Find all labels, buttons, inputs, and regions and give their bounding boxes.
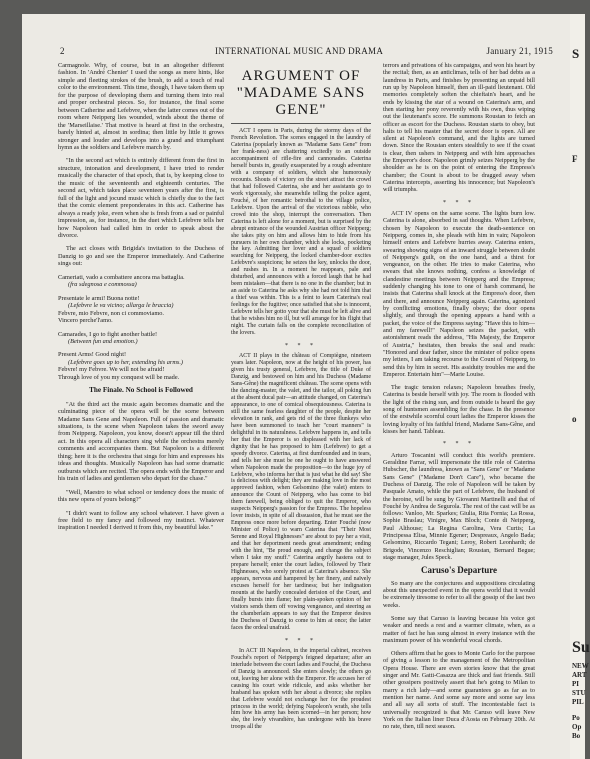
paragraph: Others affirm that he goes to Monte Carlo for the purpose of giving a lesson to the management of the Metropolitan Opera House. There are even stories know that the great singer and Mr. Gatti-Casazza are thick and fast friends. Still other gossipers positively assert that he's going to Milan to marry a rich lady—and some guarantees go as far as to mention her name. And some say more and some say less and all say all sorts of stuff. The incontestable fact is universally recognized is that Mr. Caruso will leave New York on the Italian liner Duca d'Aosta on February 20th. At no rate, then, till next season.: [383, 650, 535, 731]
paragraph: So many are the conjectures and suppositions circulating about this unexpected event in the opera world that it would be extremely tiresome to refer to all the gossip of the last two weeks.: [383, 579, 535, 609]
edge-letter: S: [572, 46, 580, 61]
section-heading: The Finale. No School is Followed: [89, 386, 193, 395]
divider: [231, 123, 371, 124]
paragraph: ACT IV opens on the same scene. The lights burn low. Caterina is alone, absorbed in sad thoughts. When Lefebvre, chosen by Napoleon to execute the death-sentence on Neipperg, comes in, she pleads with him in vain; Napoleon himself enters and Lefebvre hurries away. Caterina enters, swearing showing signs of an inward struggle between doubt of Neipperg's guilt, on the one hand, and a thirst for vengeance, on the other. He tries to make Caterina, who swears that she knows nothing, confess a knowledge of clandestine meetings between Neipperg and the Empress; suddenly changing his tone to one of harsh command, he insists that Caterina shall knock at the Empress's door, then and there, and announce Neipperg again. Caterina, agonized by conflicting emotions, finally obeys; the door opens slightly, and through the opening appears a hand with a packet, the voice of the Empress saying: "Have this to him—and my farewell!" Napoleon seizes the packet, with astonishment reads the address, "His Majesty, the Emperor of Austria," hesitates, then breaks the seal and reads: "Honored and dear father, since the minister of police opens my letters, I am taking recourse to the Count of Neipperg, to send this by him in secret. His assiduity troubles me and the Emperor. Entertain him"—Marie Louise.: [383, 209, 535, 378]
paragraph: The tragic tension relaxes; Napoleon breathes freely, Caterina is beside herself with joy. The room is flooded with the light of the rising sun, and from outside is heard the gay song of huntsmen assembling for the chase. In the presence of the erstwhile scornful court ladies the Emperor kisses the loving loyalty of his faithful friend, Madame Sans-Gêne, and kisses her hand. Tableau.: [383, 384, 535, 435]
column-middle: [231, 62, 371, 737]
verse-line: Febvre, mio Febvre, non ci commoviamo.: [58, 309, 164, 317]
edge-letter: Op: [572, 723, 582, 731]
paragraph: "Well, Maestro to what school or tendency does the music of this new opera of yours belong?": [58, 488, 224, 504]
edge-letter: o: [572, 414, 577, 424]
verse-line: Vincero perche'l'amo.: [58, 317, 113, 325]
section-break: * * *: [443, 441, 475, 448]
paragraph: The act closes with Brigida's invitation to the Duchess of Danzig to go and see the Emperor immediately. And Catherine sings out:: [58, 245, 224, 268]
page-number: 2: [60, 46, 65, 56]
paragraph: Some say that Caruso is leaving because his voice got weaker and needs a rest and a warmer climate, when, as a matter of fact he has sung almost in every instance with the maximum power of his wonderful vocal chords.: [383, 614, 535, 644]
next-page-edge: [570, 14, 590, 759]
stage-direction: (Between fun and emotion.): [68, 337, 138, 345]
section-break: * * *: [285, 637, 317, 644]
verse-line: Presentate le armi! Buona notte!: [58, 294, 140, 302]
section-heading: Caruso's Departure: [420, 565, 498, 576]
edge-letter: Po: [572, 714, 580, 722]
paragraph: ACT I opens in Paris, during the stormy days of the French Revolution. The scenes engaged in the laundry of Caterina (popularly known as "Madame Sans Gene" from her frank-ness) are chattering excitedly to an outside accompaniment of rifle-fire and cannonades. Caterina herself bursts in, greatly exasperated by a rough adventure with a company of soldiers, which she humorously recounts. Shouts of victory on the street attract the crowd that had followed Caterina, she and her assistants go to work vigorously, she meanwhile telling the police agent, Fouché, of her romantic betrothal to the village police, Lefebvre. Upon the arrival of the victorious rabble, who crowd into the shop, interrupt the conversation. Then Caterina is left alone for a moment, but is surprised by the abrupt entrance of the wounded Austrian officer Neipperg; she takes pity on him and allows him to hide from his pursuers in her own chamber, which she locks, pocketing the key. Admitting her lover and a squad of soldiers searching for Neipperg, the locked chamber-door excites Lefebvre's suspicions; he seizes the key, unlocks the door, and rushes in. In a moment he reappears, pale and disturbed, and announces with a forced laugh that he had been mistaken—that there is no one in the chamber; but in an aside to Caterina he asks why she had not told him that a thief was within. This is a feint to learn Caterina's real feelings for the fugitive; once satisfied that she is innocent, Lefebvre tells her gotto your that she must be left alive and that he wishes him no ill, but will arrange for his flight that night. The curtain falls on the complete reconciliation of the lovers.: [231, 128, 371, 337]
article-title-line: ARGUMENT OF: [241, 68, 361, 84]
article-title: [231, 68, 371, 119]
verse-line: Camarades, I go to fight another battle!: [58, 330, 158, 338]
edge-letter: Bo: [572, 732, 581, 740]
paragraph: Arturo Toscanini will conduct this world's premiere. Geraldine Farrar, will impersonate the title role of Caterina Hubscher, the laundress, known as "Sans Gene" or "Madame Sans Gene" ("Madame Don't Care"), who became the Duchess of Danzig. The role of Napoleon will be taken by Pasquale Amato, while the part of Lefebvre, the husband of the heroine, will be sung by Giovanni Martinelli and that of Fouché by Andrea de Segurola. The rest of the cast will be as follows: Vanloo, Mr. Sparkes; Giulia, Rita Fornia; La Rossa, Sophie Braslau; Vinigre, Max Bloch; Conte di Neipperg, Paul Althouse; La Regina Carolina, Vera Curtis; La Principessa Elisa, Minnie Egener; Despreaux, Angelo Bada; Gelsomino, Riccardo Tegani; Leroy, Robert Leonhardt; de Brigode, Vincenzo Reschiglian; Roustan, Bernard Begue; stage manager, Jules Speck.: [383, 451, 535, 561]
paragraph: Carmagnole. Why, of course, but in an altogether different fashion. In 'André Chenier' I used the songs as mere hints, like simple and fleeting strokes of the brush, to add a touch of real color to the environment. This time, though, I have taken them up for the purpose of developing them and turning them into real and proper orchestral pieces. So, for instance, the final scene between Catherine and Lefebvre, when the latter comes out of the room where Neipperg lies wounded, winds about the theme of the 'Marseillaise.' That motive is heard at first in the orchestra, barely hinted at, almost in sordina; then little by little it grows stronger and louder and develops into a grand and triumphant hymn as the soldiers and Lefebvre march by.: [58, 62, 224, 151]
edge-letter: PI: [572, 680, 579, 688]
section-break: * * *: [443, 199, 475, 206]
stage-direction: (Lefebvre le va vicino; allarga le braccia): [68, 302, 174, 310]
verse-line: Present Arms! Good night!: [58, 351, 127, 359]
verse-line: Through love of you my conquest will be made.: [58, 373, 180, 381]
verse-italian-1: [58, 274, 224, 289]
article-title-line: "MADAME SANS GENE": [236, 85, 366, 118]
edge-letter: Su: [572, 639, 590, 656]
stage-direction: (fra sdegnosa e commossa): [68, 281, 137, 289]
section-break: * * *: [285, 343, 317, 350]
edge-letter: PIL: [572, 698, 584, 706]
paragraph: "In the second act which is entirely different from the first in structure, intonation and development, I have tried to render musically the character of that epoch, that is, by keeping close to the music of the seventeenth and eighteenth centuries. The second act, which takes place seventeen years after the first, is full of the light and jocund music which is chiefly due to the fact that the comic element preponderates in this act. Catherine has always a ready joke, even when she is fresh from a sad or painful impression, as, for instance, in the duet which Lefebvre tells her how Napoleon had called him in order to speak about the divorce.: [58, 157, 224, 239]
paragraph: "I didn't want to follow any school whatever. I have given a free field to my fancy and followed my instinct. Whatever inspiration I needed I derived it from this, my beautiful lake.": [58, 509, 224, 532]
issue-date: January 21, 1915: [486, 46, 553, 56]
verse-english-1: [58, 331, 224, 346]
edge-letter: F: [572, 154, 578, 164]
column-left: [58, 62, 224, 538]
paragraph: "At the third act the music again becomes dramatic and the culminating piece of the opera will be the scene between Madame Sans Gene and Napoleon. Full of passion and dramatic situations, is the scene when Napoleon takes the sword away from Neipperg. Napoleon, you know, doesn't appear till the third act. In this opera all characters sing while the orchestra merely comments and accompanies them. But Napoleon is a different thing; here it is the orchestra that sings for him and expresses his ideas and thoughts. Musically Napoleon has had some dramatic outbursts which are recited. The opera ends with the Emperor and his train of ladies and gentlemen who depart for the chase.": [58, 400, 224, 483]
publication-title: INTERNATIONAL MUSIC AND DRAMA: [215, 46, 384, 56]
column-right: [383, 62, 535, 737]
verse-italian-2: [58, 295, 224, 325]
verse-line: Febvre! my Febvre. We will not be afraid!: [58, 366, 165, 374]
edge-letter: NEW: [572, 662, 589, 670]
edge-letter: STU: [572, 689, 586, 697]
verse-line: Cameriati, vado a combattere ancora ma battaglia.: [58, 273, 185, 281]
paragraph: In ACT III Napoleon, in the imperial cabinet, receives Fouché's report of Neipperg's feigned departure; after an interlude between the court ladies and Fouché, the Duchess of Danzig is announced. She enters slowly; the others go out, leaving her alone with the Emperor. He accuses her of causing his court wide ridicule, and asks whether her husband has spoken with her about a divorce; she replies that Lefebvre would not exchange her for the proudest princess in the world; defying Napoleon's wrath, she tells him how his army has been scorned—in her person; how she, the lowly vivandière, has undergone with his brave troops all the: [231, 647, 371, 731]
paragraph: terrors and privations of his campaigns, and won his heart by the recital; then, as an anticlimax, tells of her bad debts as a laundress in Paris, and finishes by presenting an unpaid bill run up by Napoleon himself, then an ill-paid lieutenant. Old memories completely soften the chieftain's heart, and he ends by kissing the star of a wound on Caterina's arm, and then starting her pony reverently with his own, thus wiping out the lieutenant's score. He summons Roustan to fetch an officer as escort for the Duchess. Roustan starts to obey, but halts to tell his master that the secret door is open. All are silent at Napoleon's command, and the lights are turned down. Since the Roustan enters stealthily to see if the coast is clear, then ushers in Neipperg and with him approaches the Emperor's door. Napoleon grimly seizes Neipperg by the shoulder as he is on the point of entering the Empress's chamber; the Count is about to be dragged away when Caterina intercepts, asserting his innocence; but Napoleon's will triumphs.: [383, 62, 535, 194]
paragraph: ACT II plays in the château of Compiègne, nineteen years later. Napoleon, now at the height of his power, has given his trusty general, Lefebvre, the title of Duke of Danzig, and bestowed on him and his Duchess (Madame Sans-Gêne) the magnificent château. The scene opens with the dancing-master, the valet, and the tailor, all poking fun at the absent ducal pair—an attitude changed, on Caterina's appearance, to one of comical obsequiousness. Caterina is still the same fearless daughter of the people, despite her elevation in rank, and gets rid of the three flunkeys who have been summoned to teach her "court manners" is delightful in its naturalness. Lefebvre happens in, and tells her that the Emperor is so displeased with her lack of dignity that he has proposed to him (Lefebvre) to get a speedy divorce. Caterina, at first dumfounded and in tears, and tells her she must be one he ought to have answered when Napoleon made the proposition—to the huge joy of Lefebvre, who informs her that is just what he did say! She is delicious with delight; they are making love in the most approved fashion, when Gelsomino (the valet) enters to announce the Count of Neipperg, who has come to bid them farewell, being obliged to quit the Emperor, who suspects Neipperg's passion for the Empress. The hopeless lover insists, in spite of all dissuasion, that he must see the Empress once more before departing. Enter Fouché (now Minister of Police) to warn Caterina that "Their Most Serene and Royal Highnesses" are about to pay her a visit, and that her deportment needs great amendment; ending with the hint, "Be proud enough, and change the subject when I take my snuff." Caterina angrily hastens out to prepare herself; enter the court ladies, followed by Their Highnesses, who sorely protest at Caterina's absence. She appears, nervous and hampered by her finery, and naïvely excuses herself for her tardiness; but her indignation mounts at the hardly concealed derision of the Court, and finally bursts into flame; her plain-spoken opinion of her visitors sends them off vowing vengeance, and steering as the chamberlain appears to say that the Emperor desires the Duchess of Danzig to come to him at once; the latter faces the ordeal unafraid.: [231, 353, 371, 631]
edge-letter: ART: [572, 671, 587, 679]
verse-english-2: [58, 351, 224, 381]
stage-direction: (Lefebvre goes up to her, extending his arms.): [68, 358, 184, 366]
